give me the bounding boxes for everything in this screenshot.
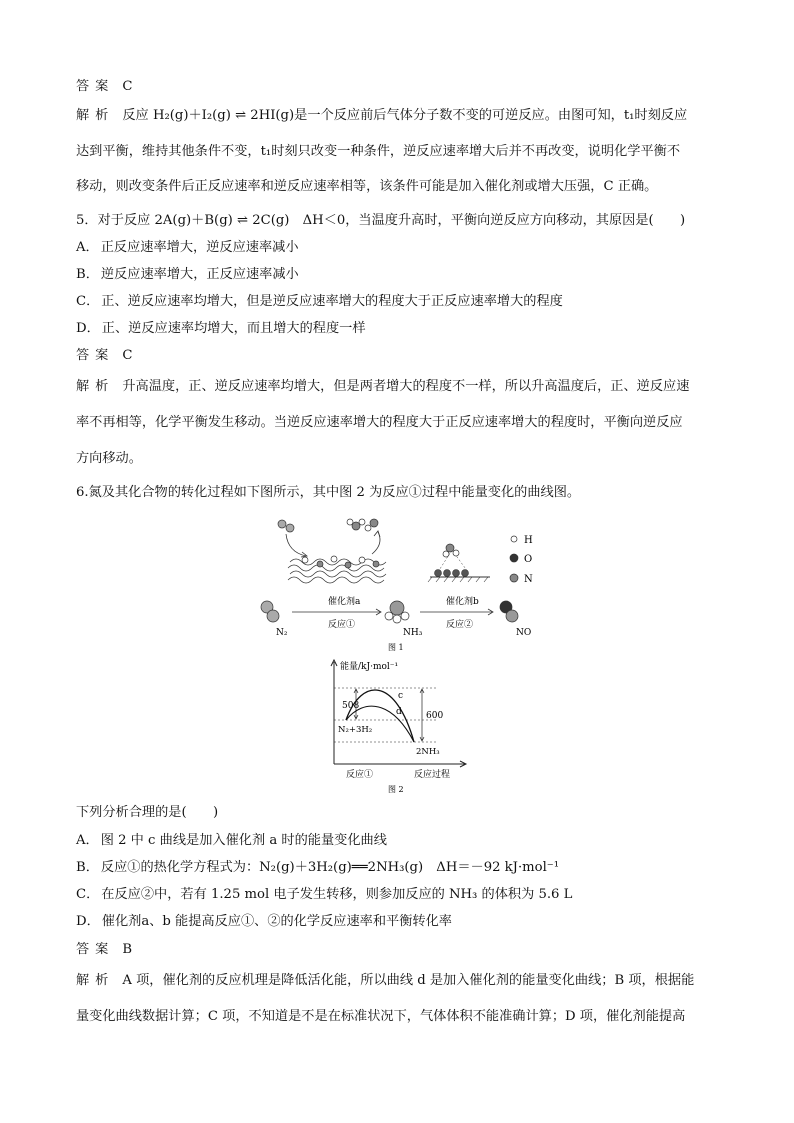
q4-answer-line [76,78,132,96]
figure-1-legend [510,535,533,585]
label-no: NO [516,628,532,638]
molecule-h2-top [278,520,294,532]
molecule-nh3 [385,601,409,623]
q6-option-a [76,832,387,850]
option-key: C． [76,294,100,309]
option-key: B． [76,860,99,875]
figure-1 [250,512,550,652]
legend-n: N [524,574,533,585]
q4-analysis-line-3: 移动，则改变条件后正反应速率和逆反应速率相等，该条件可能是加入催化剂或增大压强，C 正确。 [76,179,658,194]
label-reaction-1: 反应① [328,620,356,630]
label-nh3: NH₃ [403,628,423,638]
answer-label: 答案 [76,348,115,363]
legend-o-marker [510,554,518,562]
analysis-label: 解析 [76,973,115,988]
q5-option-c [76,293,563,311]
q4-analysis-line-2: 达到平衡，维持其他条件不变，t₁时刻只改变一种条件，逆反应速率增大后并不再改变，说明化学平衡不 [76,144,681,159]
figure-2-energy-diagram [326,656,476,796]
legend-n-marker [510,574,518,582]
catalyst-surface-b [428,544,490,582]
figure-2-caption: 图 2 [388,785,404,794]
q6-option-c [76,886,572,904]
q5-stem: 5．对于反应 2A(g)＋B(g) ⇌ 2C(g) ΔH＜0，当温度升高时，平衡向逆反应方向移动，其原因是( ) [76,213,686,228]
analysis-label: 解析 [76,108,115,123]
q6-analysis-text: A 项，催化剂的反应机理是降低活化能，所以曲线 d 是加入催化剂的能量变化曲线；B 项，根据能 [122,973,695,988]
figure-1-caption: 图 1 [388,643,404,652]
q6-prompt: 下列分析合理的是( ) [76,805,219,820]
arrow-desorb [372,532,380,554]
q6-analysis-line-2: 量变化曲线数据计算；C 项，不知道是不是在标准状况下，气体体积不能准确计算；D 项，催化剂能提高 [76,1009,686,1024]
label-508: 508 [342,701,360,711]
molecule-no [500,601,518,622]
q6-analysis-line-1 [76,972,694,990]
label-reaction-2: 反应② [446,620,474,630]
q5-option-b [76,266,299,284]
label-n2: N₂ [276,628,288,638]
label-catalyst-b: 催化剂b [446,597,479,607]
catalyst-surface-a [288,559,386,583]
arrow-head [374,531,380,537]
molecules-nh3-top [347,519,378,531]
option-text: 反应①的热化学方程式为：N₂(g)＋3H₂(g)══2NH₃(g) ΔH＝－92 kJ·mol⁻¹ [100,860,560,875]
q5-analysis-text: 升高温度，正、逆反应速率均增大，但是两者增大的程度不一样，所以升高温度后，正、逆反应速 [122,379,690,394]
q4-analysis-text: 反应 H₂(g)＋I₂(g) ⇌ 2HI(g)是一个反应前后气体分子数不变的可逆反应。由图可知，t₁时刻反应 [122,108,688,123]
label-catalyst-a: 催化剂a [328,597,361,607]
molecule-n2 [261,601,279,622]
q5-answer-line [76,347,132,365]
option-key: B． [76,267,99,282]
q6-answer: B [122,942,133,957]
q5-option-a [76,239,299,257]
option-key: A． [76,833,99,848]
label-curve-d: d [396,707,402,717]
label-product: 2NH₃ [416,747,440,757]
option-text: 催化剂a、b 能提高反应①、②的化学反应速率和平衡转化率 [101,914,452,929]
option-key: D． [76,321,100,336]
x-label-reaction: 反应① [346,770,374,780]
q4-analysis-line-1 [76,107,687,125]
option-text: 正、逆反应速率均增大，而且增大的程度一样 [101,321,366,336]
label-600: 600 [426,711,444,721]
legend-h: H [524,535,533,546]
y-axis-label: 能量/kJ·mol⁻¹ [340,662,399,672]
q6-option-b [76,859,559,877]
option-key: C． [76,887,100,902]
label-curve-c: c [398,691,404,701]
option-key: D． [76,914,100,929]
option-key: A． [76,240,99,255]
q5-analysis-line-2: 率不再相等，化学平衡发生移动。当逆反应速率增大的程度大于正反应速率增大的程度时，平衡向逆反应 [76,415,683,430]
x-axis-label: 反应过程 [414,770,451,780]
option-text: 正反应速率增大，逆反应速率减小 [100,240,299,255]
legend-h-marker [511,536,517,542]
option-text: 图 2 中 c 曲线是加入催化剂 a 时的能量变化曲线 [100,833,387,848]
answer-label: 答案 [76,942,115,957]
q5-option-d [76,320,366,338]
q5-analysis-line-1 [76,378,689,396]
q4-answer: C [122,79,133,94]
legend-o: O [524,554,533,565]
option-text: 逆反应速率增大，正反应速率减小 [100,267,299,282]
option-text: 在反应②中，若有 1.25 mol 电子发生转移，则参加反应的 NH₃ 的体积为 5.6 L [101,887,573,902]
analysis-label: 解析 [76,379,115,394]
q6-option-d [76,913,452,931]
answer-label: 答案 [76,79,115,94]
q5-analysis-line-3: 方向移动。 [76,451,142,466]
q6-stem: 6.氮及其化合物的转化过程如下图所示，其中图 2 为反应①过程中能量变化的曲线图。 [76,485,581,500]
q5-answer: C [122,348,133,363]
label-reactants: N₂+3H₂ [338,725,373,735]
q6-answer-line [76,941,132,959]
option-text: 正、逆反应速率均增大，但是逆反应速率增大的程度大于正反应速率增大的程度 [101,294,563,309]
